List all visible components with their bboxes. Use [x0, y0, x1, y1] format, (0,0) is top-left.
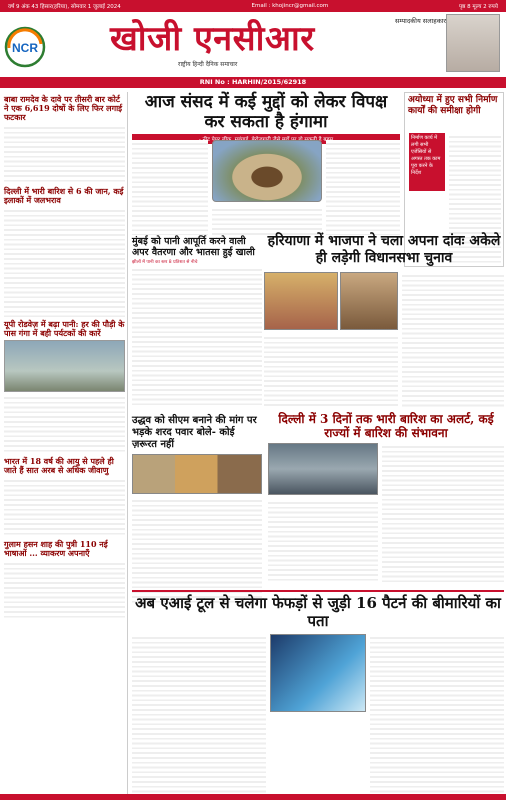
masthead	[0, 12, 506, 76]
email[interactable]: Email : khojincr@gmail.com	[251, 3, 329, 9]
editor-photo	[446, 14, 500, 72]
newspaper-title: खोजी एनसीआर	[110, 19, 315, 59]
lead-story-body	[132, 140, 400, 235]
footer-bar	[0, 794, 506, 800]
politicians-photo	[132, 454, 262, 494]
article-body	[132, 634, 266, 800]
left-headline-1[interactable]: बाबा रामदेव के दावे पर तीसरी बार कोर्ट ने एक 6,619 दोषों के लिए फिर लगाई फटकार	[4, 94, 123, 122]
article-body	[4, 207, 125, 317]
uddhav-story	[132, 415, 262, 605]
editor-label: सम्पादकीय सलाहकार	[395, 17, 447, 25]
flood-photo	[4, 340, 125, 392]
left-column	[2, 92, 128, 796]
article-body	[264, 334, 398, 407]
rain-photo	[268, 443, 378, 495]
haryana-story	[264, 233, 504, 267]
rni-number: RNI No : HARHIN/2015/62918	[0, 77, 506, 88]
ai-story	[132, 590, 504, 800]
lead-headline[interactable]: आज संसद में कई मुद्दों को लेकर विपक्ष कर सकता है हंगामा	[144, 92, 388, 132]
issue-info: वर्ष 9 अंक 43 हिसार(हरिया), सोमवार 1 जुलाई 2024	[8, 4, 121, 10]
left-headline-3[interactable]: यूपी रोडवेज़ में बढ़ा पानी: हर की पौड़ी के पास गंगा में बही पर्यटकों की कारें	[4, 319, 125, 338]
delhi-rain-story	[268, 412, 504, 583]
article-body	[326, 140, 400, 235]
newspaper-logo	[4, 26, 46, 68]
lead-story	[132, 92, 400, 144]
left-headline-2[interactable]: दिल्ली में भारी बारिश से 6 की जान, कई इलाकों में जलभराव	[4, 186, 124, 205]
article-body	[402, 272, 504, 407]
ai-headline[interactable]: अब एआई टूल से चलेगा फेफड़ों से जुड़ी 16 पैटर्न की बीमारियों का पता	[132, 590, 504, 630]
article-body	[4, 477, 125, 537]
logo-text: NCR	[12, 41, 38, 55]
article-body	[4, 394, 125, 454]
article-body	[370, 634, 504, 800]
parliament-photo	[212, 140, 322, 202]
mumbai-story	[132, 236, 262, 406]
tagline: राष्ट्रीय हिन्दी दैनिक समाचार	[178, 61, 238, 68]
page-price: पृष्ठ 8 मूल्य 2 रुपये	[459, 4, 498, 10]
article-body	[268, 499, 378, 583]
ai-lung-scan-image	[270, 634, 366, 712]
article-body	[132, 266, 262, 406]
article-body	[132, 497, 262, 605]
article-body	[4, 560, 125, 620]
ayodhya-headline[interactable]: अयोध्या में हुए सभी निर्माण कार्यों की समीक्षा होगी	[408, 95, 498, 116]
ayodhya-quote: निर्माण कार्य में लगी सभी एजेंसियों से अगस्त तक काम पूरा करने के निर्देश	[409, 133, 445, 191]
article-body	[132, 140, 208, 235]
article-body	[382, 443, 504, 583]
bjp-leaders-photo	[264, 272, 338, 330]
left-headline-4[interactable]: भारत में 18 वर्ष की आयु से पहले ही जाते हैं सात अरब से अधिक जीवाणु	[4, 456, 114, 475]
leader-portrait	[340, 272, 398, 330]
uddhav-headline[interactable]: उद्धव को सीएम बनाने की मांग पर भड़के शरद पवार बोले- कोई ज़रूरत नहीं	[132, 415, 257, 450]
left-headline-5[interactable]: गुलाम हसन शाह की पुत्री 110 नई भाषाओं ... व्याकरण अपनाएँ	[4, 539, 108, 558]
top-info-bar	[0, 0, 506, 12]
mumbai-headline[interactable]: मुंबई को पानी आपूर्ति करने वाली अपर वैतरणा और भातसा हुई खाली	[132, 236, 255, 258]
delhi-headline[interactable]: दिल्ली में 3 दिनों तक भारी बारिश का अलर्ट, कई राज्यों में बारिश की संभावना	[278, 412, 494, 440]
article-body	[4, 124, 125, 184]
article-body	[212, 206, 322, 235]
mumbai-subhead: झीलों में पानी का स्तर 8 प्रतिशत से नीचे	[132, 260, 198, 265]
haryana-headline[interactable]: हरियाणा में भाजपा ने चला अपना दांवः अकेले ही लड़ेगी विधानसभा चुनाव	[267, 233, 501, 266]
